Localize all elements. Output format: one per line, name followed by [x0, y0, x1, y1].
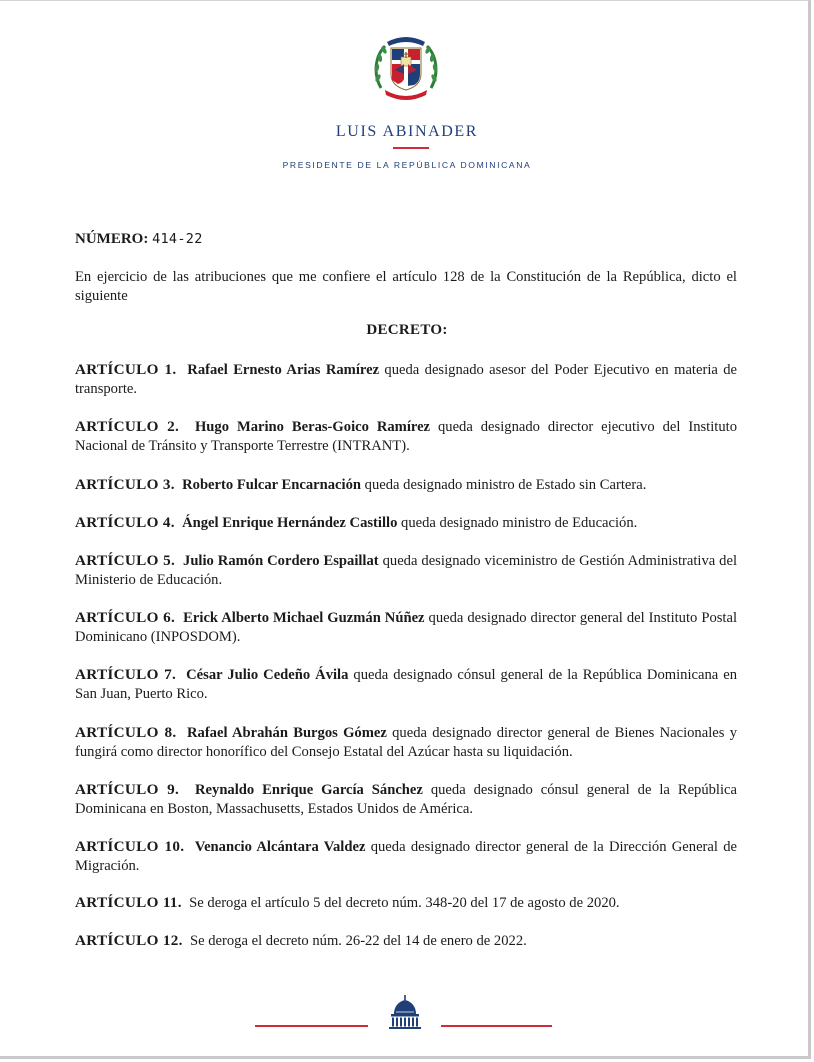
- article-label: ARTÍCULO 10.: [75, 838, 185, 855]
- article-9: [75, 780, 737, 819]
- article-label: ARTÍCULO 5.: [75, 552, 176, 569]
- article-label: ARTÍCULO 3.: [75, 476, 175, 493]
- article-label: ARTÍCULO 4.: [75, 514, 175, 531]
- article-person: Erick Alberto Michael Guzmán Núñez: [183, 610, 425, 626]
- decree-number: [75, 231, 203, 248]
- article-label: ARTÍCULO 2.: [75, 418, 180, 435]
- article-label: ARTÍCULO 7.: [75, 666, 177, 683]
- article-text: queda designado cónsul general de la República Dominicana en San Juan, Puerto Rico.: [75, 667, 737, 702]
- article-person: Roberto Fulcar Encarnación: [182, 477, 362, 493]
- footer-divider-left: [255, 1025, 368, 1027]
- article-3: [75, 475, 737, 495]
- article-text: queda designado cónsul general de la República Dominicana en Boston, Massachusetts, Estados Unidos de América.: [75, 782, 737, 817]
- president-title: PRESIDENTE DE LA REPÚBLICA DOMINICANA: [282, 160, 532, 170]
- article-person: Ángel Enrique Hernández Castillo: [182, 515, 398, 531]
- article-text: queda designado director general de la Dirección General de Migración.: [75, 839, 737, 874]
- article-person: Rafael Abrahán Burgos Gómez: [186, 725, 387, 741]
- article-label: ARTÍCULO 1.: [75, 361, 177, 378]
- article-person: César Julio Cedeño Ávila: [186, 667, 349, 683]
- article-person: Hugo Marino Beras-Goico Ramírez: [194, 419, 431, 435]
- article-11: [75, 893, 737, 913]
- article-6: [75, 608, 737, 647]
- article-8: [75, 723, 737, 762]
- article-person: Julio Ramón Cordero Espaillat: [183, 553, 379, 569]
- name-divider: [393, 147, 429, 149]
- article-label: ARTÍCULO 6.: [75, 609, 176, 626]
- article-text: queda designado ministro de Estado sin Cartera.: [364, 477, 647, 493]
- article-7: [75, 665, 737, 704]
- article-label: ARTÍCULO 8.: [75, 724, 177, 741]
- footer-divider-right: [441, 1025, 552, 1027]
- article-text: Se deroga el artículo 5 del decreto núm. 348-20 del 17 de agosto de 2020.: [189, 895, 620, 911]
- article-text: queda designado ministro de Educación.: [401, 515, 638, 531]
- article-label: ARTÍCULO 11.: [75, 894, 182, 911]
- article-person: Venancio Alcántara Valdez: [194, 839, 366, 855]
- article-text: queda designado director ejecutivo del Instituto Nacional de Tránsito y Transporte Terrestre (INTRANT).: [75, 419, 737, 454]
- article-text: Se deroga el decreto núm. 26-22 del 14 de enero de 2022.: [190, 933, 527, 949]
- article-label: ARTÍCULO 9.: [75, 781, 180, 798]
- article-text: queda designado asesor del Poder Ejecutivo en materia de transporte.: [75, 362, 737, 397]
- national-palace-icon: [385, 994, 425, 1030]
- article-12: [75, 931, 737, 951]
- article-person: Rafael Ernesto Arias Ramírez: [187, 362, 380, 378]
- article-5: [75, 551, 737, 590]
- coat-of-arms-icon: [371, 30, 441, 102]
- article-2: [75, 417, 737, 456]
- decree-number-value: 414-22: [152, 231, 203, 247]
- article-person: Reynaldo Enrique García Sánchez: [195, 782, 423, 798]
- decree-intro: En ejercicio de las atribuciones que me confiere el artículo 128 de la Constitución de la República, dicto el siguiente: [75, 269, 737, 304]
- article-4: [75, 513, 737, 533]
- article-1: [75, 360, 737, 399]
- article-text: queda designado viceministro de Gestión Administrativa del Ministerio de Educación.: [75, 553, 738, 588]
- decree-number-label: NÚMERO:: [75, 231, 149, 247]
- president-name: LUIS ABINADER: [335, 123, 479, 140]
- article-10: [75, 837, 737, 876]
- article-label: ARTÍCULO 12.: [75, 932, 183, 949]
- article-text: queda designado director general de Bienes Nacionales y fungirá como director honorífico del Consejo Estatal del Azúcar hasta su liquidación.: [75, 725, 737, 760]
- decree-heading: DECRETO:: [366, 322, 448, 338]
- article-text: queda designado director general del Instituto Postal Dominicano (INPOSDOM).: [75, 610, 738, 645]
